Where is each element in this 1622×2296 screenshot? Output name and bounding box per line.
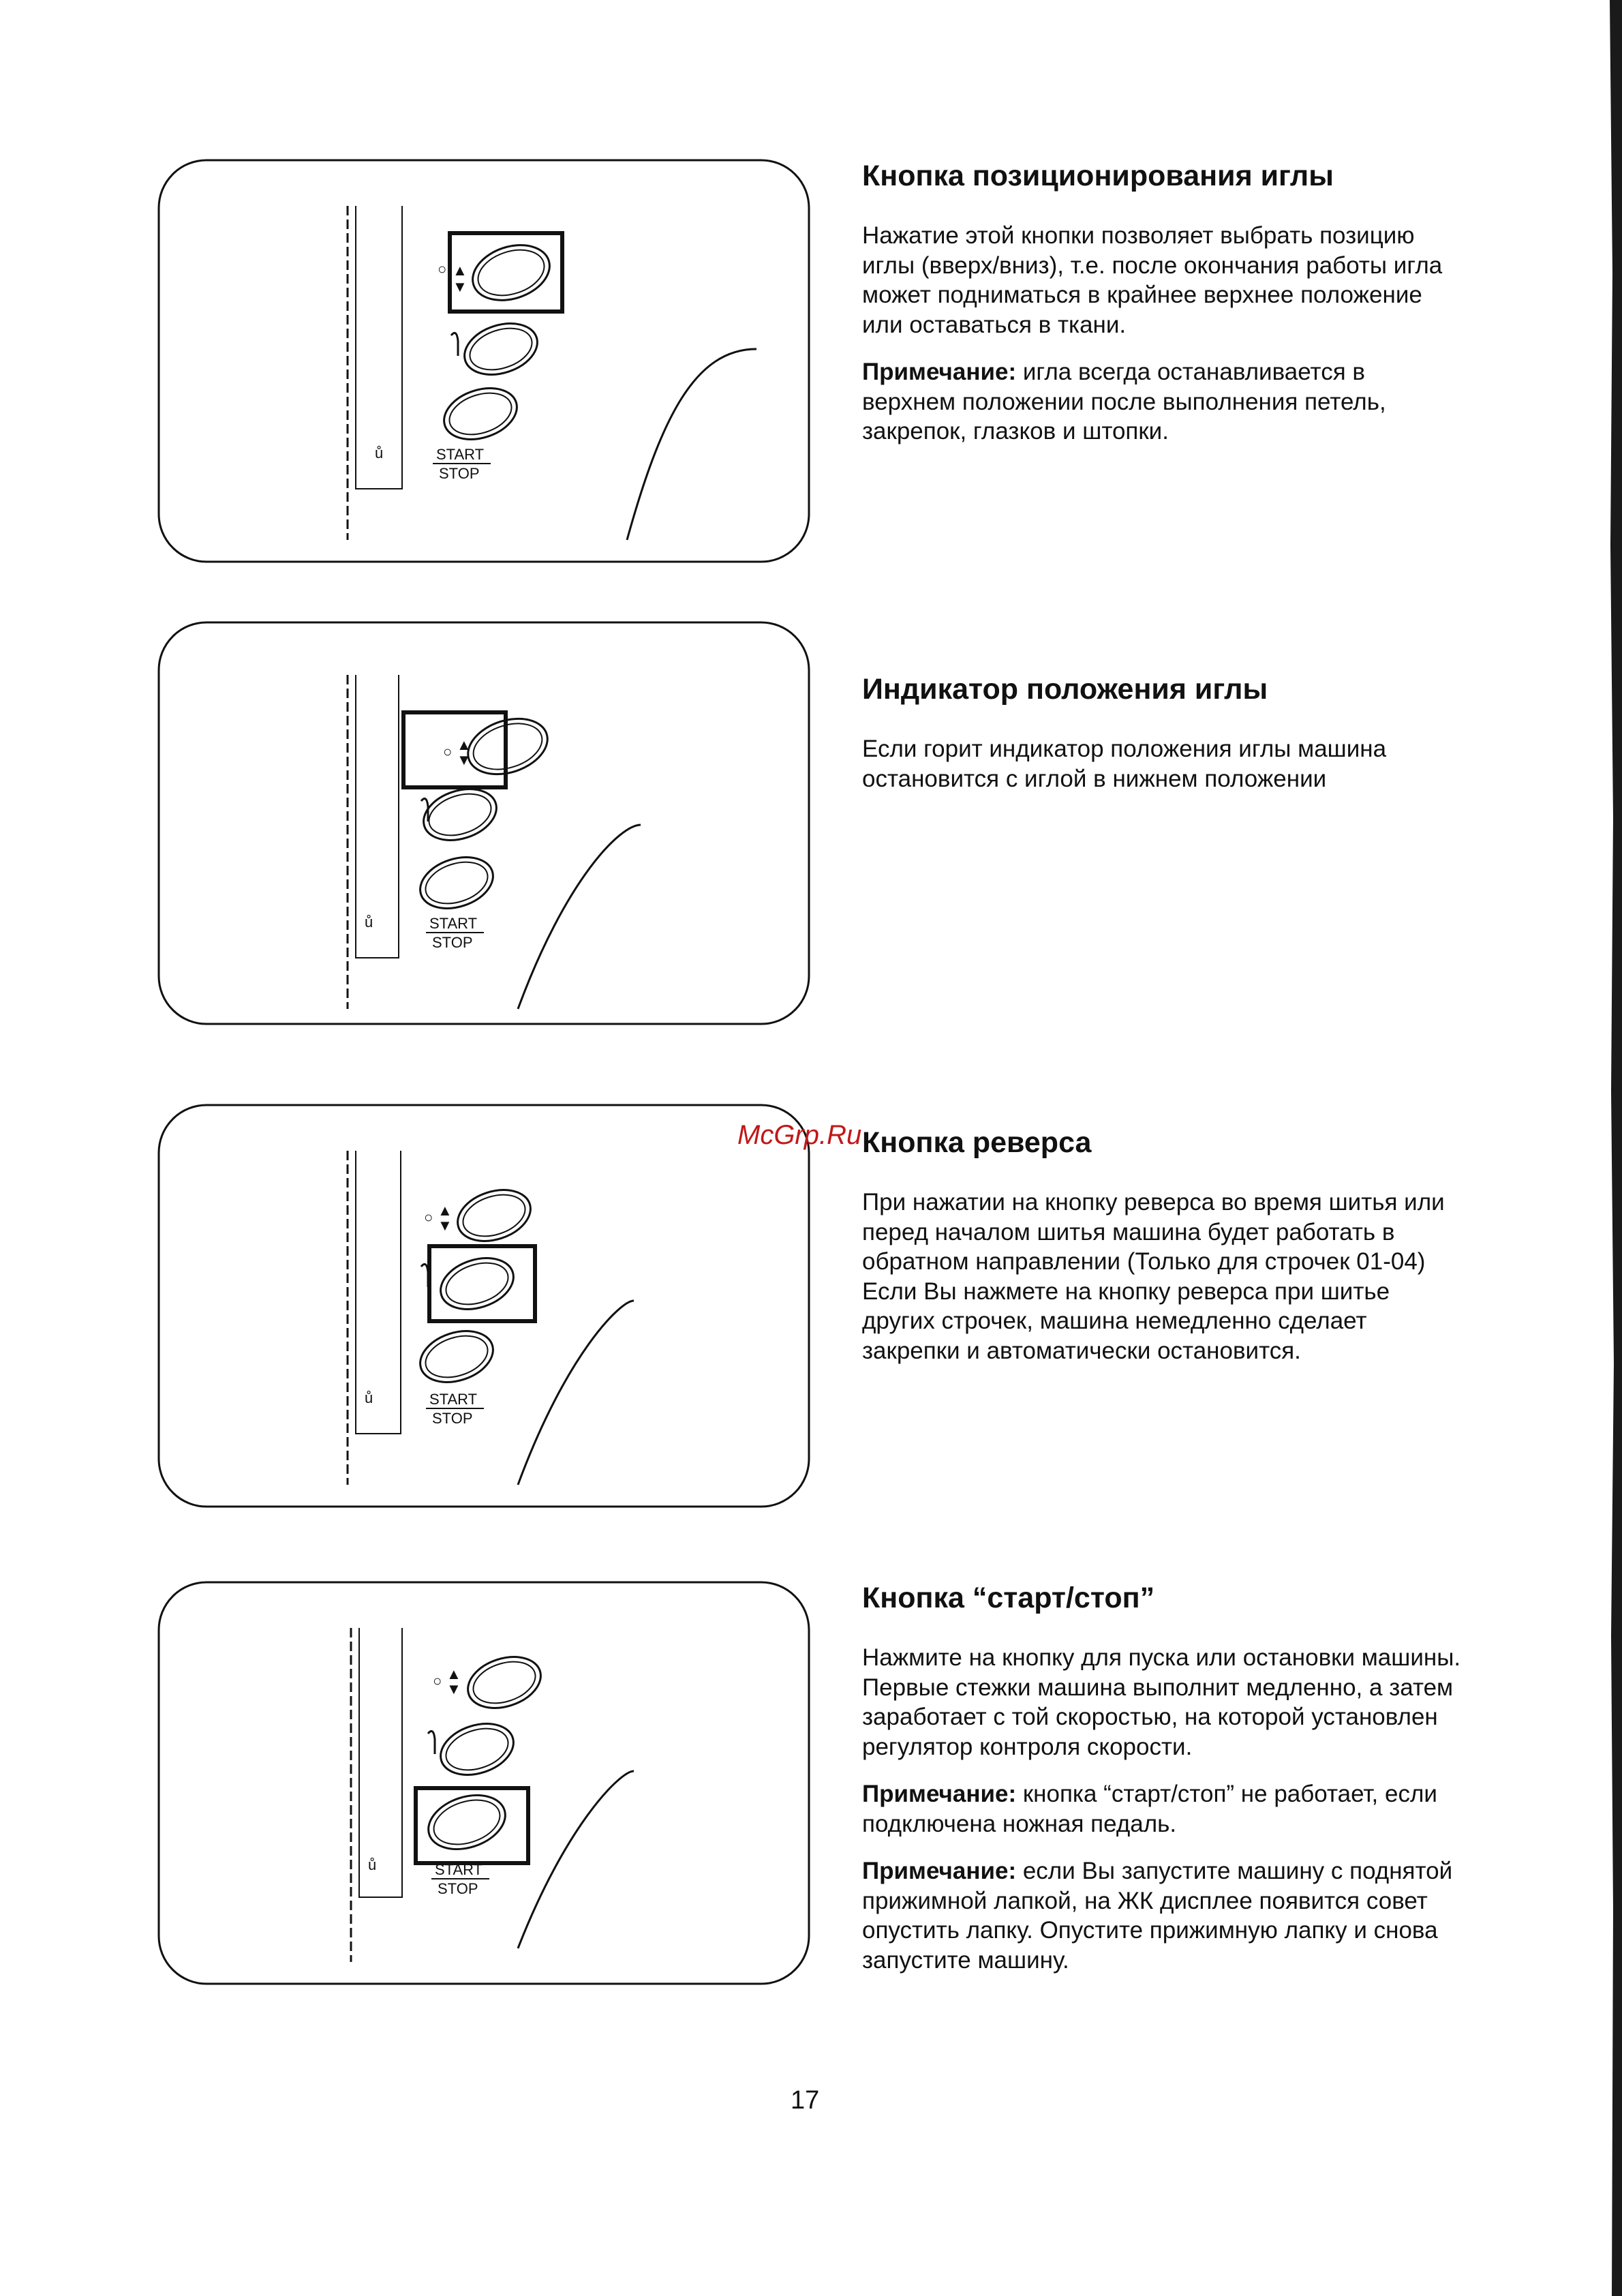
page-number: 17 [791, 2086, 820, 2115]
scan-edge-shadow [1603, 0, 1622, 2296]
stop-label: STOP [439, 465, 480, 482]
start-label: START [435, 1861, 483, 1878]
svg-text:○: ○ [433, 1672, 442, 1689]
section-heading: Кнопка “старт/стоп” [862, 1582, 1155, 1614]
svg-text:ů: ů [375, 444, 384, 462]
note-text: игла всегда останавливается в верхнем положении после выполнения петель, закрепок, глазков и штопки. [862, 359, 1386, 444]
illustration-needle-position-indicator [157, 620, 811, 1026]
start-label: START [429, 1391, 478, 1408]
svg-text:▼: ▼ [457, 751, 472, 768]
section-note [862, 1779, 1462, 1839]
start-label: START [436, 446, 485, 463]
note-label: Примечание: [862, 1858, 1017, 1884]
svg-text:▲: ▲ [453, 262, 468, 279]
section-paragraph: При нажатии на кнопку реверса во время шитья или перед началом шитья машина будет работать в обратном направлении (Только для строчек 01-04) Если Вы нажмете на кнопку реверса при шитье других строчек, машина немедленно сделает закрепки и автоматически остановится. [862, 1189, 1445, 1364]
note-text: кнопка “старт/стоп” не работает, если подключена ножная педаль. [862, 1781, 1437, 1837]
note-text: если Вы запустите машину с поднятой прижимной лапкой, на ЖК дисплее появится совет опустить лапку. Опустите прижимную лапку и снова запустите машину. [862, 1858, 1453, 1974]
start-label: START [429, 915, 478, 932]
svg-text:○: ○ [438, 260, 447, 277]
svg-text:ů: ů [365, 913, 373, 931]
svg-text:ů: ů [365, 1389, 373, 1406]
svg-text:▼: ▼ [453, 278, 468, 295]
svg-text:▲: ▲ [457, 736, 472, 753]
illustration-needle-position-button [157, 158, 811, 564]
illustration-reverse-button [157, 1103, 811, 1509]
section-paragraph: Нажмите на кнопку для пуска или остановки машины. Первые стежки машина выполнит медленно, а затем заработает с той скоростью, на которой установлен регулятор контроля скорости. [862, 1644, 1461, 1760]
section-start-stop-button [862, 1580, 1462, 1993]
stop-label: STOP [438, 1880, 478, 1897]
svg-text:○: ○ [443, 743, 453, 760]
section-paragraph: Нажатие этой кнопки позволяет выбрать позицию иглы (вверх/вниз), т.е. после окончания работы игла может подниматься в крайнее верхнее положение или оставаться в ткани. [862, 222, 1443, 338]
section-note [862, 357, 1462, 447]
stop-label: STOP [432, 934, 473, 951]
svg-text:▼: ▼ [446, 1680, 461, 1697]
illustration-start-stop-button [157, 1580, 811, 1986]
section-heading: Кнопка позиционирования иглы [862, 160, 1334, 192]
svg-text:○: ○ [424, 1209, 433, 1226]
svg-text:ů: ů [368, 1856, 377, 1873]
note-label: Примечание: [862, 359, 1017, 385]
svg-text:▲: ▲ [438, 1202, 453, 1219]
note-label: Примечание: [862, 1781, 1017, 1807]
svg-text:▲: ▲ [446, 1665, 461, 1682]
section-note [862, 1856, 1462, 1975]
section-heading: Индикатор положения иглы [862, 673, 1268, 706]
watermark: McGrp.Ru [737, 1120, 862, 1150]
section-reverse-button [862, 1125, 1462, 1383]
section-needle-position-button [862, 158, 1462, 464]
section-needle-position-indicator [862, 671, 1462, 811]
stop-label: STOP [432, 1410, 473, 1427]
section-paragraph: Если горит индикатор положения иглы машина остановится с иглой в нижнем положении [862, 736, 1387, 792]
svg-text:▼: ▼ [438, 1217, 453, 1234]
section-heading: Кнопка реверса [862, 1126, 1092, 1159]
